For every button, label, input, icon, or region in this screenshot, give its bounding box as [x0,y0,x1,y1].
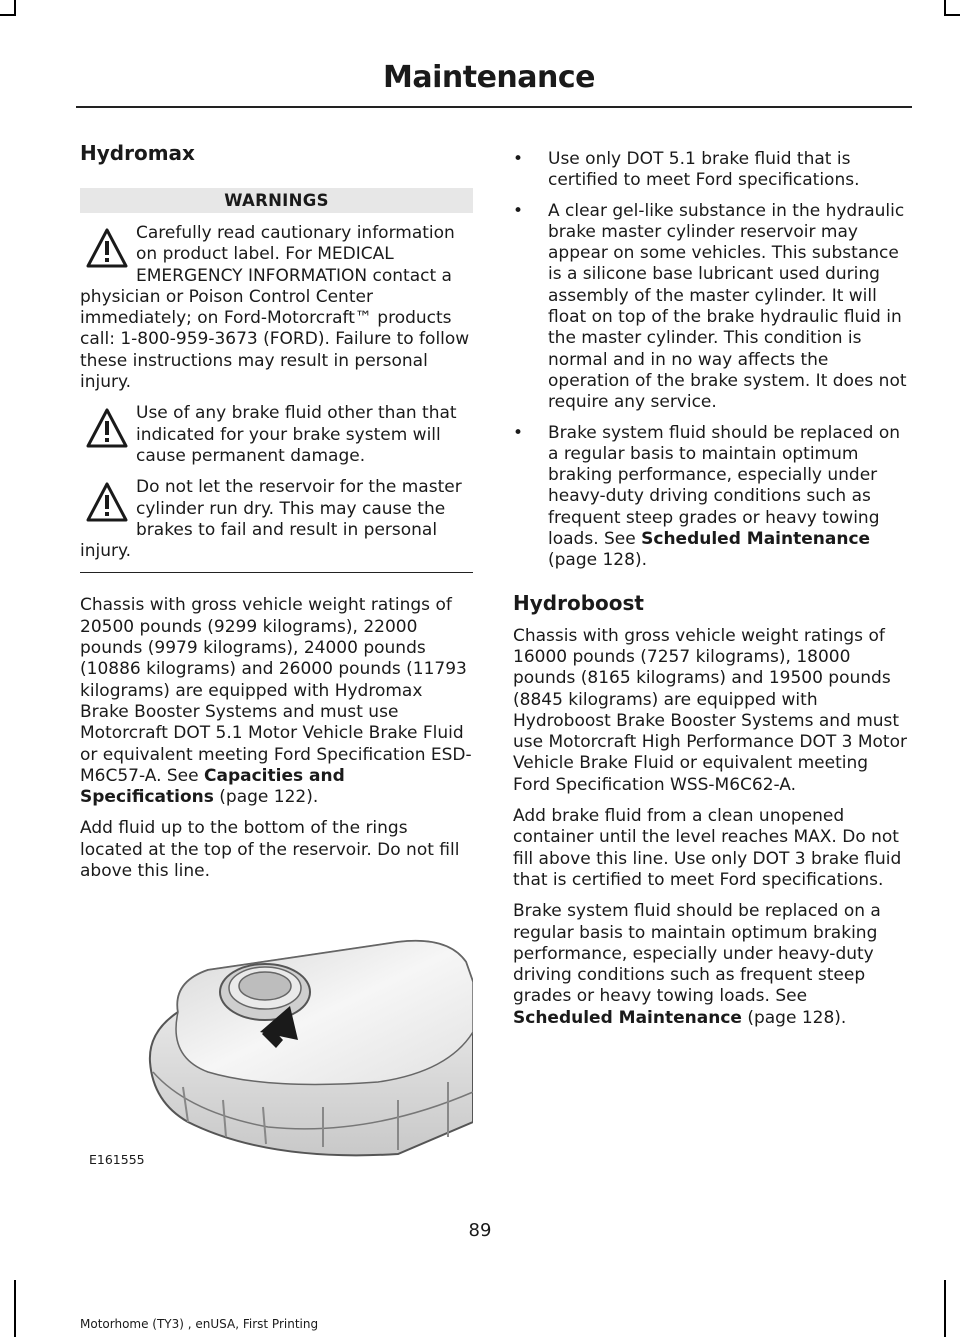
bullet-glyph: • [513,422,524,443]
list-item [513,201,909,414]
paragraph-text: Chassis with gross vehicle weight ratings of 20500 pounds (9299 kilograms), 22000 pounds (9979 kilograms), 24000 pounds (10886 kilograms) and 26000 pounds (11793 kilograms) are equipped with Hydromax Brake Booster Systems and must use Motorcraft DOT 5.1 Motor Vehicle Brake Fluid or equivalent meeting Ford Specification ESD-M6C57-A. See [80,595,472,786]
warnings-divider [80,572,473,573]
warning-item [80,223,473,393]
warning-text: Do not let the reservoir for the master cylinder run dry. This may cause the brakes to fail and result in personal injury. [80,477,462,562]
list-item [513,423,909,572]
left-column [80,140,473,882]
hydroboost-replace-paragraph [513,901,909,1029]
list-item [513,149,909,192]
warning-item [80,403,473,467]
warnings-heading: WARNINGS [80,188,473,213]
bullet-glyph: • [513,200,524,221]
warning-triangle-icon [86,227,128,269]
list-item-text: A clear gel-like substance in the hydraulic brake master cylinder reservoir may appear on some vehicles. This substance is a silicone base lubricant used during assembly of the master cylinder. It will float on top of the brake hydraulic fluid in the master cylinder. This condition is normal and in no way affects the operation of the brake system. It does not require any service. [548,200,907,413]
bullet-glyph: • [513,149,524,169]
figure-code: E161555 [89,1152,145,1167]
crop-mark [944,14,960,16]
hydroboost-fill-paragraph: Add brake fluid from a clean unopened container until the level reaches MAX. Do not fill above this line. Use only DOT 3 brake fluid that is certified to meet Ford specifications. [513,806,902,890]
hydromax-fill-paragraph: Add fluid up to the bottom of the rings located at the top of the reservoir. Do not fill above this line. [80,818,460,882]
page-reference: (page 122). [219,787,319,808]
section-heading-hydroboost: Hydroboost [513,590,644,615]
cross-reference-link[interactable]: Scheduled Maintenance [513,1007,742,1028]
warning-triangle-icon [86,481,128,523]
paragraph-text: Brake system fluid should be replaced on a regular basis to maintain optimum braking performance, especially under heavy-duty driving conditions such as frequent steep grades or heavy towing loads. See [513,901,881,1007]
crop-mark [14,1280,16,1337]
right-column [513,149,909,1029]
brake-reservoir-illustration [148,922,473,1167]
list-item-text: Use only DOT 5.1 brake fluid that is certified to meet Ford specifications. [548,149,860,191]
warning-text: Use of any brake fluid other than that indicated for your brake system will cause permanent damage. [136,403,457,466]
bullet-list [513,149,909,572]
hydroboost-paragraph: Chassis with gross vehicle weight ratings of 16000 pounds (7257 kilograms), 18000 pounds (8165 kilograms) and 19500 pounds (8845 kilograms) are equipped with Hydroboost Brake Booster Systems and must use Motorcraft High Performance DOT 3 Motor Vehicle Brake Fluid or equivalent meeting Ford Specification WSS-M6C62-A. [513,625,907,795]
warning-text: Carefully read cautionary information on product label. For MEDICAL EMERGENCY INFORMATION contact a physician or Poison Control Center immediately; on Ford-Motorcraft™ products call: 1-800-959-3673 (FORD). Failure to follow these instructions may result in personal injury. [80,223,470,393]
section-heading-hydromax: Hydromax [80,141,195,165]
cross-reference-link[interactable]: Capacities and Specifications [80,765,345,808]
page-reference: (page 128). [747,1007,847,1028]
header-divider [76,106,912,108]
warning-item [80,477,473,562]
footer-text: Motorhome (TY3) , enUSA, First Printing [80,1317,319,1331]
cross-reference-link[interactable]: Scheduled Maintenance [641,529,871,550]
warning-triangle-icon [86,407,128,449]
page-reference: (page 128). [548,550,647,571]
hydromax-paragraph [80,595,473,808]
list-item-text: Brake system fluid should be replaced on a regular basis to maintain optimum braking performance, especially under heavy-duty driving conditions such as frequent steep grades or heavy towing loads. See [548,422,900,550]
crop-mark [944,1280,946,1337]
page-header-title: Maintenance [382,60,595,95]
crop-mark [0,14,16,16]
page-number: 89 [468,1220,492,1241]
